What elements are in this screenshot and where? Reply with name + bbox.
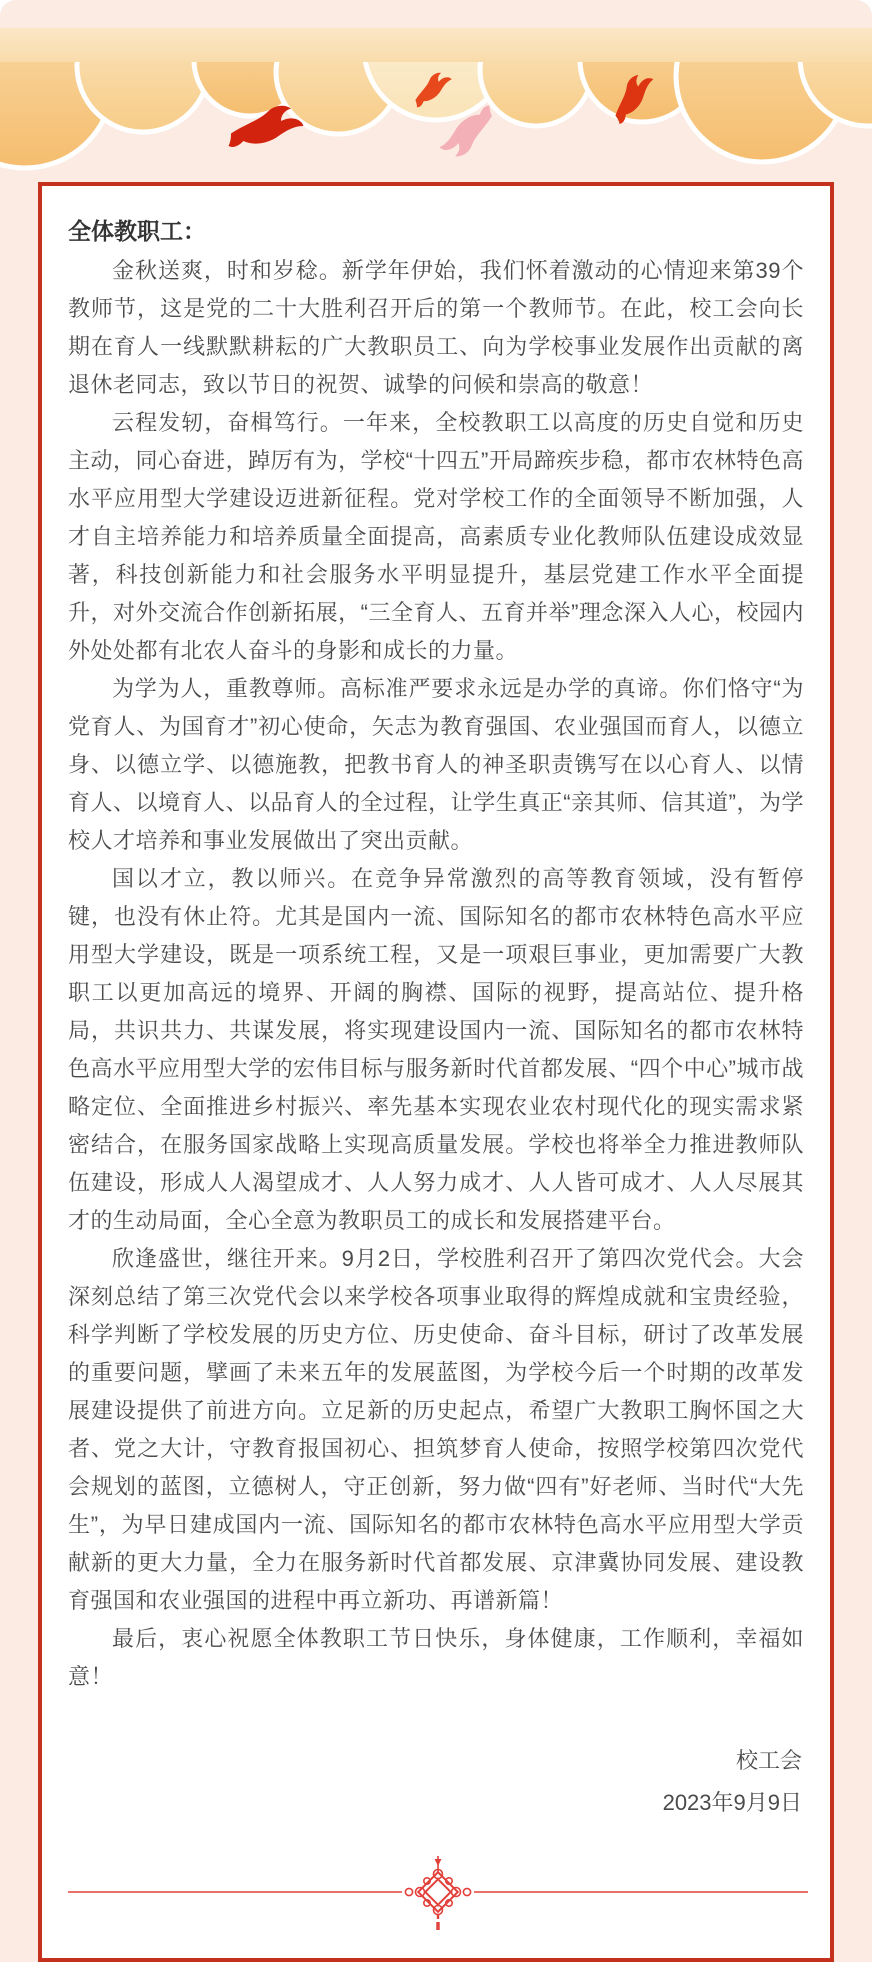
letter-body (68, 252, 804, 1696)
letter-paragraph: 为学为人，重教尊师。高标准严要求永远是办学的真谛。你们恪守“为党育人、为国育才”初心使命，矢志为教育强国、农业强国而育人，以德立身、以德立学、以德施教，把教书育人的神圣职责镌写在以心育人、以情育人、以境育人、以品育人的全过程，让学生真正“亲其师、信其道”，为学校人才培养和事业发展做出了突出贡献。 (68, 676, 804, 853)
salutation: 全体教职工： (68, 218, 206, 244)
letter-card (38, 182, 834, 1962)
letter-paragraph: 欣逢盛世，继往开来。9月2日，学校胜利召开了第四次党代会。大会深刻总结了第三次党代会以来学校各项事业取得的辉煌成就和宝贵经验，科学判断了学校发展的历史方位、历史使命、奋斗目标，研讨了改革发展的重要问题，擘画了未来五年的发展蓝图，为学校今后一个时期的改革发展建设提供了前进方向。立足新的历史起点，希望广大教职工胸怀国之大者、党之大计，守教育报国初心、担筑梦育人使命，按照学校第四次党代会规划的蓝图，立德树人，守正创新，努力做“四有”好老师、当时代“大先生”，为早日建成国内一流、国际知名的都市农林特色高水平应用型大学贡献新的更大力量，全力在服务新时代首都发展、京津冀协同发展、建设教育强国和农业强国的进程中再立新功、再谱新篇！ (68, 1246, 804, 1613)
signature-block (68, 1740, 804, 1824)
signature: 校工会 (735, 1748, 802, 1773)
knot-divider (68, 1850, 804, 1934)
signature-date: 2023年9月9日 (662, 1790, 802, 1815)
cloud-banner (0, 0, 872, 180)
chinese-knot-icon (68, 1850, 808, 1934)
letter-paragraph: 云程发轫，奋楫笃行。一年来，全校教职工以高度的历史自觉和历史主动，同心奋进，踔厉有为，学校“十四五”开局蹄疾步稳，都市农林特色高水平应用型大学建设迈进新征程。党对学校工作的全面领导不断加强，人才自主培养能力和培养质量全面提高，高素质专业化教师队伍建设成效显著，科技创新能力和社会服务水平明显提升，基层党建工作水平全面提升，对外交流合作创新拓展，“三全育人、五育并举”理念深入人心，校园内外处处都有北农人奋斗的身影和成长的力量。 (68, 410, 804, 663)
letter-paragraph: 国以才立，教以师兴。在竞争异常激烈的高等教育领域，没有暂停键，也没有休止符。尤其是国内一流、国际知名的都市农林特色高水平应用型大学建设，既是一项系统工程，又是一项艰巨事业，更加需要广大教职工以更加高远的境界、开阔的胸襟、国际的视野，提高站位、提升格局，共识共力、共谋发展，将实现建设国内一流、国际知名的都市农林特色高水平应用型大学的宏伟目标与服务新时代首都发展、“四个中心”城市战略定位、全面推进乡村振兴、率先基本实现农业农村现代化的现实需求紧密结合，在服务国家战略上实现高质量发展。学校也将举全力推进教师队伍建设，形成人人渴望成才、人人努力成才、人人皆可成才、人人尽展其才的生动局面，全心全意为教职员工的成长和发展搭建平台。 (68, 866, 804, 1233)
letter-paragraph: 金秋送爽，时和岁稔。新学年伊始，我们怀着激动的心情迎来第39个教师节，这是党的二十大胜利召开后的第一个教师节。在此，校工会向长期在育人一线默默耕耘的广大教职员工、向为学校事业发展作出贡献的离退休老同志，致以节日的祝贺、诚挚的问候和崇高的敬意！ (68, 258, 804, 397)
letter-paragraph: 最后，衷心祝愿全体教职工节日快乐，身体健康，工作顺利，幸福如意！ (68, 1626, 804, 1689)
cloud-banner-art (0, 28, 872, 180)
